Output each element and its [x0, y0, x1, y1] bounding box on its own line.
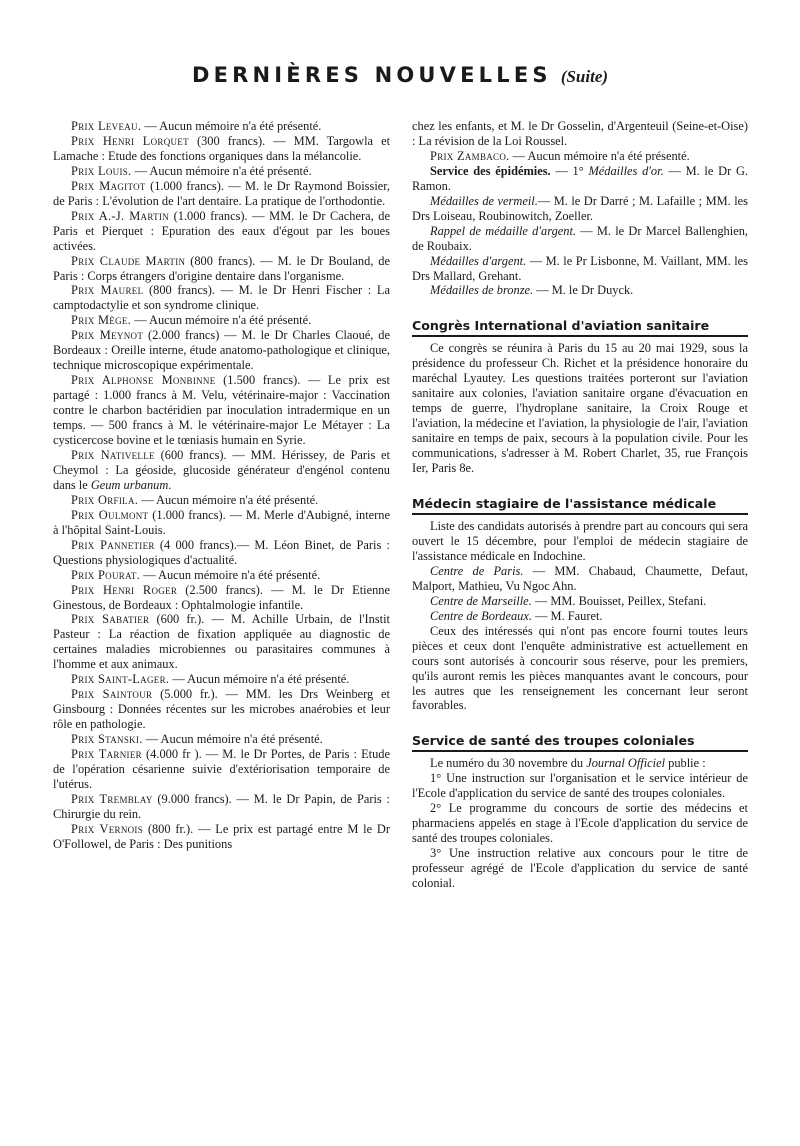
- prize-name: Prix Henri Lorquet: [71, 133, 189, 148]
- paragraph: chez les enfants, et M. le Dr Gosselin, d'Argenteuil (Seine-et-Oise) : La révision de la Loi Roussel.: [412, 119, 748, 148]
- paragraph: Le numéro du 30 novembre du Journal Officiel publie :: [430, 756, 706, 771]
- prize-name: Prix Pourat.: [71, 567, 141, 582]
- prize-entry: Prix Henri Lorquet (300 francs). — MM. Targowla et Lamache : Etude des fonctions organiques dans la mélancolie.: [53, 133, 391, 163]
- prize-entry: Prix Orfila. — Aucun mémoire n'a été présenté.: [71, 492, 319, 507]
- prize-entry: Prix Leveau. — Aucun mémoire n'a été présenté.: [71, 119, 322, 133]
- prize-entry: Prix Alphonse Monbinne (1.500 francs). — Le prix est partagé : 1.000 francs à M. Velu, vétérinaire-major : Vaccination contre le charbon bactéridien par inoculation intradermique en un temps. — 500 francs à M. le vétérinaire-major Le Métayer : La cysticercose bovine et le tœniasis humain en Syrie.: [53, 373, 390, 448]
- prize-name: Prix Tremblay: [71, 791, 153, 806]
- prize-entry: Prix Tremblay (9.000 francs). — M. le Dr Papin, de Paris : Chirurgie du rein.: [53, 791, 390, 821]
- paragraph: Centre de Paris. — MM. Chabaud, Chaumette, Defaut, Malport, Mathieu, Vu Ngoc Ahn.: [412, 563, 748, 593]
- prize-entry: Prix Tarnier (4.000 fr ). — M. le Dr Portes, de Paris : Etude de l'opération césarienne suivie d'extériorisation temporaire de l'utérus.: [53, 747, 390, 791]
- prize-entry: Prix Magitot (1.000 francs). — M. le Dr Raymond Boissier, de Paris : L'évolution de l'art dentaire. La pratique de l'orthodontie.: [53, 178, 390, 208]
- page-title-main: DERNIÈRES NOUVELLES: [191, 63, 552, 87]
- prize-name: Prix Nativelle: [71, 447, 155, 462]
- prize-entry: Prix Oulmont (1.000 francs). — M. Merle d'Aubigné, interne à l'hôpital Saint-Louis.: [53, 507, 390, 537]
- prize-entry: Prix Saintour (5.000 fr.). — MM. les Drs Weinberg et Ginsbourg : Données récentes sur les microbes anaérobies et leur rôle en pathologie.: [53, 687, 390, 732]
- paragraph: Centre de Marseille. — MM. Bouisset, Peillex, Stefani.: [430, 593, 707, 608]
- paragraph: Liste des candidats autorisés à prendre part au concours qui sera ouvert le 15 décembre, pour l'emploi de médecin stagiaire de l'assistance médicale en Indochine.: [412, 519, 748, 563]
- section-heading-stagiaire: Médecin stagiaire de l'assistance médicale: [412, 496, 748, 515]
- prize-name: Prix Maurel: [71, 283, 144, 298]
- prize-name: Prix Magitot: [71, 178, 146, 193]
- section-heading-coloniales: Service de santé des troupes coloniales: [412, 733, 748, 752]
- left-column: [53, 119, 390, 852]
- prize-entry: Prix Claude Martin (800 francs). — M. le Dr Bouland, de Paris : Corps étrangers d'origine dentaire dans l'organisme.: [53, 253, 391, 283]
- page-title-suite: (Suite): [560, 67, 609, 86]
- prize-name: Prix Claude Martin: [71, 253, 186, 268]
- prize-entry: Prix Mège. — Aucun mémoire n'a été présenté.: [71, 313, 312, 328]
- prize-name: Prix Oulmont: [71, 507, 149, 522]
- paragraph: Ce congrès se réunira à Paris du 15 au 20 mai 1929, sous la présidence du professeur Ch. Richet et la présidence honoraire du maréchal Lyautey. Les questions traitées porteront sur l'aviation sanitaire aux colonies, l'aviation sanitaire organe d'évacuation en temps de guerre, l'hydroplane sanitaire, la Croix Rouge et l'aviation, la médecine et l'aviation, la physiologie de l'air, l'aviation sanitaire en temps de paix, secours à la population civile. Pour les communications, s'adresser à M. Robert Charlet, 35, rue François Ier, Paris 8e.: [412, 341, 748, 476]
- prize-name: Prix A.-J. Martin: [71, 208, 170, 223]
- section-heading-aviation: Congrès International d'aviation sanitaire: [412, 318, 748, 337]
- prize-name: Prix Mège.: [71, 313, 132, 328]
- prize-entry: Prix Nativelle (600 francs). — MM. Hérissey, de Paris et Cheymol : La géoside, glucoside générateur d'engénol contenu dans le Geum urbanum.: [53, 447, 390, 492]
- prize-entry: Prix Louis. — Aucun mémoire n'a été présenté.: [71, 163, 312, 178]
- paragraph: Rappel de médaille d'argent. — M. le Dr Marcel Ballenghien, de Roubaix.: [412, 223, 748, 253]
- prize-name: Prix Stanski.: [71, 732, 143, 747]
- paragraph: 3° Une instruction relative aux concours pour le titre de professeur agrégé de l'Ecole d'application du service de santé colonial.: [412, 846, 748, 891]
- paragraph: Prix Zambaco. — Aucun mémoire n'a été présenté.: [430, 148, 690, 163]
- prize-entry: Prix Meynot (2.000 francs) — M. le Dr Charles Claoué, de Bordeaux : Oreille interne, étude anatomo-pathologique et clinique, technique microscopique expérimentale.: [53, 328, 390, 373]
- paragraph: Service des épidémies. — 1° Médailles d'or. — M. le Dr G. Ramon.: [412, 163, 749, 193]
- prize-name: Prix Louis.: [71, 163, 132, 178]
- prize-entry: Prix Sabatier (600 fr.). — M. Achille Urbain, de l'Instit Pasteur : La réaction de fixation appliquée au diagnostic de certaines maladies microbiennes ou parasitaires communes à l'homme et aux animaux.: [53, 612, 390, 672]
- prize-name: Prix Pannetier: [71, 537, 155, 552]
- paragraph: 1° Une instruction sur l'organisation et le service intérieur de l'Ecole d'application du service de santé des troupes coloniales.: [412, 771, 748, 801]
- prize-name: Prix Vernois: [71, 821, 144, 836]
- prize-entry: Prix A.-J. Martin (1.000 francs). — MM. le Dr Cachera, de Paris et Pierquet : Epuration des eaux d'égout par les boues activées.: [53, 208, 390, 253]
- prize-name: Prix Meynot: [71, 328, 144, 343]
- prize-name: Prix Leveau.: [71, 119, 142, 133]
- prize-entry: Prix Pourat. — Aucun mémoire n'a été présenté.: [71, 567, 321, 582]
- prize-entry: Prix Stanski. — Aucun mémoire n'a été présenté.: [71, 732, 323, 747]
- paragraph: Centre de Bordeaux. — M. Fauret.: [430, 608, 603, 623]
- page-title: [0, 63, 800, 87]
- right-column: [412, 119, 748, 891]
- prize-name: Prix Orfila.: [71, 492, 139, 507]
- prize-name: Prix Saintour: [71, 687, 153, 702]
- prize-name: Prix Henri Roger: [71, 582, 178, 597]
- prize-name: Prix Zambaco.: [430, 148, 510, 163]
- prize-name: Prix Tarnier: [71, 747, 142, 762]
- paragraph: Médailles d'argent. — M. le Pr Lisbonne, M. Vaillant, MM. les Drs Mallard, Grehant.: [412, 253, 748, 283]
- prize-name: Prix Saint-Lager.: [71, 672, 170, 687]
- prize-entry: Prix Saint-Lager. — Aucun mémoire n'a été présenté.: [71, 672, 350, 687]
- prize-entry: Prix Maurel (800 francs). — M. le Dr Henri Fischer : La camptodactylie et son syndrome clinique.: [53, 283, 390, 313]
- paragraph: Ceux des intéressés qui n'ont pas encore fourni toutes leurs pièces et ceux dont l'enquête administrative est actuellement en cours sont autorisés à concourir sous réserve, pour les premiers, qu'ils auront remis les pièces manquantes avant le concours, pour les autres que les renseignement les concernant leur seront favorables.: [412, 623, 748, 713]
- prize-entry: Prix Pannetier (4 000 francs).— M. Léon Binet, de Paris : Questions physiologiques d'actualité.: [53, 537, 390, 567]
- paragraph: Médailles de vermeil.— M. le Dr Darré ; M. Lafaille ; MM. les Drs Loiseau, Roubinowitch, Zoeller.: [412, 193, 748, 223]
- paragraph: Médailles de bronze. — M. le Dr Duyck.: [430, 283, 634, 298]
- prize-entry: Prix Henri Roger (2.500 francs). — M. le Dr Etienne Ginestous, de Bordeaux : Ophtalmologie infantile.: [53, 582, 390, 612]
- paragraph: 2° Le programme du concours de sortie des médecins et pharmaciens appelés en stage à l'Ecole d'application du service de santé des troupes coloniales.: [412, 801, 748, 846]
- prize-name: Prix Sabatier: [71, 612, 150, 627]
- prize-name: Prix Alphonse Monbinne: [71, 373, 216, 388]
- service-name: Service des épidémies.: [430, 163, 551, 178]
- prize-entry: Prix Vernois (800 fr.). — Le prix est partagé entre M le Dr O'Followel, de Paris : Des punitions: [53, 821, 390, 851]
